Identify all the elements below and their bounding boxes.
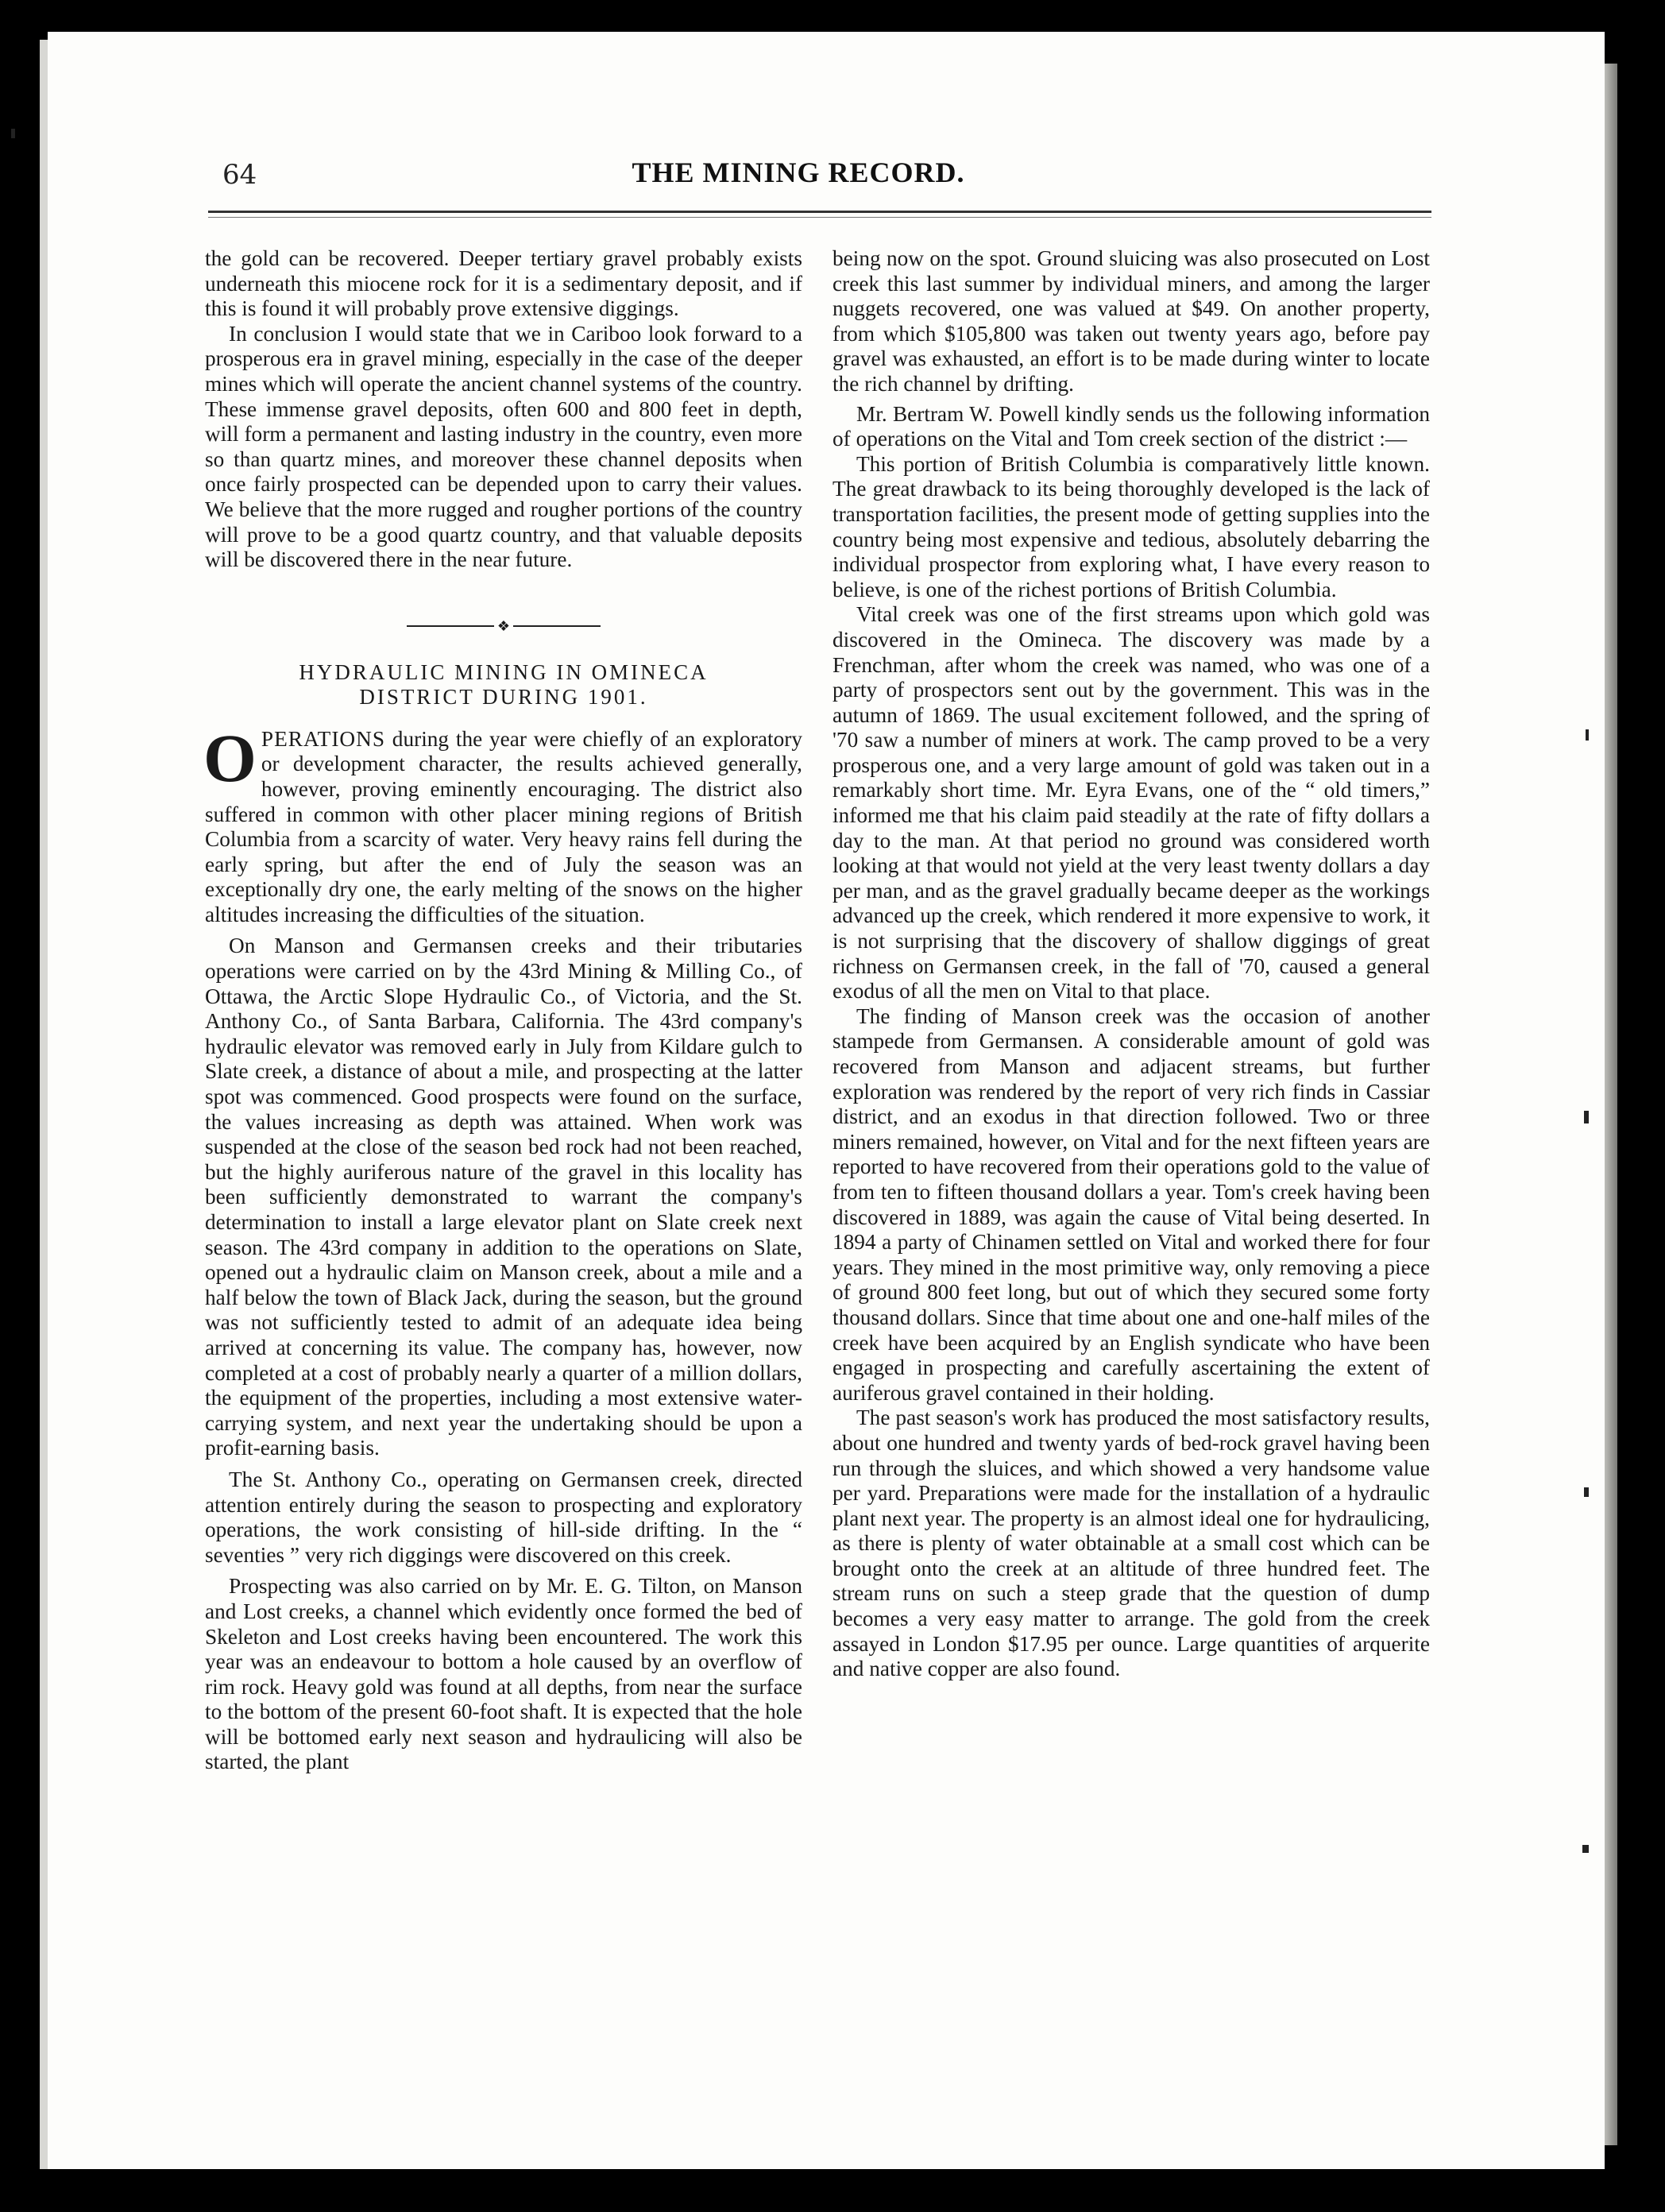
paragraph: Vital creek was one of the first streams upon which gold was discovered in the Omineca. The discovery was made by a Frenchman, after whom the creek was named, who was one of a party of prospectors sent out by the government. This was in the autumn of 1869. The usual excitement followed, and the spring of '70 saw a number of miners at work. The camp proved to be a very prosperous one, and a very large amount of gold was taken out in a remarkably short time. Mr. Eyra Evans, one of the “ old timers,” informed me that his claim paid steadily at the rate of fifty dollars a day to the man. At that period no ground was considered worth looking at that would not yield at the very least twenty dollars a day per man, and as the gravel gradually became deeper as the workings advanced up the creek, which rendered it more expensive to work, it is not surprising that the discovery of shallow diggings of great richness on Germansen creek, in the fall of '70, caused a general exodus of all the men on Vital to that place. (832, 602, 1430, 1004)
lead-smallcaps: PERATIONS (261, 726, 386, 751)
paragraph: This portion of British Columbia is comparatively little known. The great drawback to its being thoroughly developed is the lack of transportation facilities, the present mode of getting supplies into the country being most expensive and tedious, absolutely debarring the individual prospector from exploring what, I have every reason to believe, is one of the richest portions of British Columbia. (832, 451, 1430, 601)
margin-mark (1582, 1845, 1589, 1853)
paragraph: On Manson and Germansen creeks and their tributaries operations were carried on by the 43rd Mining & Milling Co., of Ottawa, the Arctic Slope Hydraulic Co., of Victoria, and the St. Anthony Co., of Santa Barbara, California. The 43rd company's hydraulic elevator was removed early in July from Kildare gulch to Slate creek, a distance of about a mile, and prospecting at the latter spot was commenced. Good prospects were found on the surface, the values increasing as depth was attained. When work was suspended at the close of the season bed rock had not been reached, but the highly auriferous nature of the gravel in this locality has been sufficiently demonstrated to warrant the company's determination to install a large elevator plant on Slate creek next season. The 43rd company in addition to the operations on Slate, opened out a hydraulic claim on Manson creek, about a mile and a half below the town of Black Jack, during the season, but the ground was not sufficiently tested to admit of an adequate idea being arrived at concerning its value. The company has, however, now completed at a cost of probably nearly a quarter of a million dollars, the equipment of the properties, including a most extensive water-carrying system, and next year the undertaking should be upon a profit-earning basis. (205, 934, 802, 1460)
page-edge-right (1605, 64, 1617, 2145)
running-title: THE MINING RECORD. (632, 157, 965, 188)
paragraph: The finding of Manson creek was the occasion of another stampede from Germansen. A considerable amount of gold was recovered from Manson and adjacent streams, but further exploration was rendered by the report of very rich finds in Cassiar district, and an exodus in that direction followed. Two or three miners remained, however, on Vital and for the next fifteen years are reported to have recovered from their operations gold to the value of from ten to fifteen thousand dollars a year. Tom's creek having been discovered in 1889, was again the cause of Vital being deserted. In 1894 a party of Chinamen settled on Vital and worked there for four years. They mined in the most primitive way, only removing a piece of ground 800 feet long, but out of which they secured some forty thousand dollars. Since that time about one and one-half miles of the creek have been acquired by an English syndicate who have been engaged in prospecting and carefully ascertaining the extent of auriferous gravel contained in their holding. (832, 1004, 1430, 1405)
section-ornament (205, 613, 802, 632)
paragraph: The past season's work has produced the most satisfactory results, about one hundred and twenty yards of bed-rock gravel having been run through the sluices, and which showed a very handsome value per yard. Preparations were made for the installation of a hydraulic plant next year. The property is an almost ideal one for hydraulicing, as there is plenty of water obtainable at a small cost which can be brought onto the creek at an altitude of three hundred feet. The stream runs on such a steep grade that the question of dump becomes a very easy matter to arrange. The gold from the creek assayed in London $17.95 per ounce. Large quantities of arquerite and native copper are also found. (832, 1406, 1430, 1681)
left-column (205, 246, 802, 1775)
drop-cap: O (203, 719, 257, 796)
paragraph: the gold can be recovered. Deeper tertiary gravel probably exists underneath this miocene rock for it is a sedimentary deposit, and if this is found it will probably prove extensive diggings. (205, 246, 802, 321)
paragraph: being now on the spot. Ground sluicing was also prosecuted on Lost creek this last summer by individual miners, and among the larger nuggets recovered, one was valued at $49. On another property, from which $105,800 was taken out twenty years ago, before pay gravel was exhausted, an effort is to be made during winter to locate the rich channel by drifting. (832, 246, 1430, 396)
margin-mark (1584, 1487, 1589, 1497)
paragraph: Mr. Bertram W. Powell kindly sends us the following information of operations on the Vital and Tom creek section of the district :— (832, 401, 1430, 451)
page-number: 64 (222, 159, 257, 191)
paragraph: The St. Anthony Co., operating on Germansen creek, directed attention entirely during the season to prospecting and exploratory operations, the work consisting of hill-side drifting. In the “ seventies ” very rich diggings were discovered on this creek. (205, 1467, 802, 1567)
margin-mark (1586, 729, 1589, 741)
header-rule-thin (208, 217, 1431, 218)
paragraph: In conclusion I would state that we in Cariboo look forward to a prosperous era in gravel mining, especially in the case of the deeper mines which will operate the ancient channel systems of the country. These immense gravel deposits, often 600 and 800 feet in depth, will form a permanent and lasting industry in the country, even more so than quartz mines, and moreover these channel deposits when once fairly prospected can be depended upon to carry their values. We believe that the more rugged and rougher portions of the country will prove to be a good quartz country, and that valuable deposits will be discovered there in the near future. (205, 321, 802, 572)
article-title-line: DISTRICT DURING 1901. (359, 684, 648, 709)
right-column (832, 246, 1430, 1682)
page-header (159, 153, 1438, 200)
paragraph: Prospecting was also carried on by Mr. E. G. Tilton, on Manson and Lost creeks, a channel which evidently once formed the bed of Skeleton and Lost creeks having been encountered. The work this year was an endeavour to bottom a hole caused by an overflow of rim rock. Heavy gold was found at all depths, from near the surface to the bottom of the present 60-foot shaft. It is expected that the hole will be bottomed early next season and hydraulicing will also be started, the plant (205, 1574, 802, 1774)
lead-text: during the year were chiefly of an exploratory or development character, the results achieved generally, however, proving eminently encouraging. The district also suffered in common with other placer mining regions of British Columbia from a scarcity of water. Very heavy rains fell during the early spring, but after the end of July the season was an exceptionally dry one, the early melting of the snows on the higher altitudes increasing the difficulties of the situation. (205, 726, 802, 926)
margin-mark (11, 129, 15, 138)
ornament-line (407, 625, 494, 627)
margin-mark (1584, 1111, 1589, 1123)
ornament-line (513, 625, 601, 627)
lead-paragraph (203, 719, 802, 928)
article-title-line: HYDRAULIC MINING IN OMINECA (299, 659, 709, 684)
article-title (205, 660, 802, 710)
ornament-diamond-icon: ❖ (496, 617, 511, 634)
header-rule (208, 211, 1431, 213)
